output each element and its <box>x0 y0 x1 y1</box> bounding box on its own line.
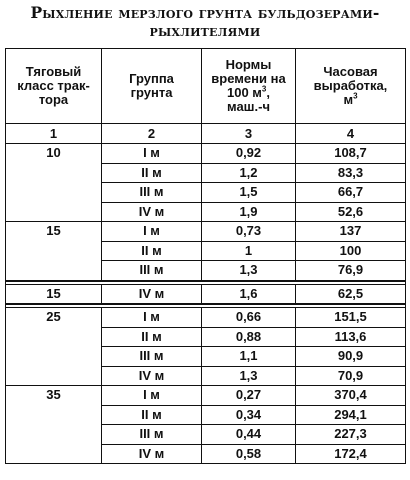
tractor-class-cell: 25 <box>6 308 102 386</box>
soil-group-cell: II м <box>102 405 202 425</box>
hourly-output-cell: 70,9 <box>296 366 406 386</box>
tractor-class-cell: 15 <box>6 222 102 281</box>
hourly-output-cell: 294,1 <box>296 405 406 425</box>
hourly-output-cell: 100 <box>296 241 406 261</box>
tractor-class-cell: 10 <box>6 144 102 222</box>
hourly-output-cell: 52,6 <box>296 202 406 222</box>
title-line-1: Рыхление мерзлого грунта бульдозерами- <box>30 3 380 22</box>
tractor-class-cell: 35 <box>6 386 102 464</box>
hourly-output-cell: 90,9 <box>296 347 406 367</box>
title-line-2: рыхлителями <box>149 21 261 40</box>
column-number: 2 <box>102 124 202 144</box>
time-norm-cell: 0,58 <box>202 444 296 464</box>
hourly-output-cell: 83,3 <box>296 163 406 183</box>
time-norm-cell: 0,34 <box>202 405 296 425</box>
time-norm-cell: 0,44 <box>202 425 296 445</box>
header-tractor-class: Тяговый класс трак- тора <box>6 49 102 124</box>
column-number-row <box>6 124 406 144</box>
norms-table <box>5 48 406 464</box>
time-norm-cell: 1,3 <box>202 261 296 281</box>
time-norm-cell: 0,73 <box>202 222 296 242</box>
hourly-output-cell: 137 <box>296 222 406 242</box>
time-norm-cell: 1,6 <box>202 284 296 304</box>
soil-group-cell: II м <box>102 327 202 347</box>
soil-group-cell: III м <box>102 261 202 281</box>
time-norm-cell: 0,88 <box>202 327 296 347</box>
soil-group-cell: II м <box>102 163 202 183</box>
time-norm-cell: 1,2 <box>202 163 296 183</box>
header-time-norm: Нормы времени на 100 $м^3$, маш.-ч <box>202 49 296 124</box>
soil-group-cell: III м <box>102 347 202 367</box>
soil-group-cell: II м <box>102 241 202 261</box>
time-norm-cell: 0,92 <box>202 144 296 164</box>
time-norm-cell: 1 <box>202 241 296 261</box>
hourly-output-cell: 151,5 <box>296 308 406 328</box>
soil-group-cell: I м <box>102 144 202 164</box>
soil-group-cell: III м <box>102 183 202 203</box>
table-row <box>6 144 406 164</box>
hourly-output-cell: 108,7 <box>296 144 406 164</box>
time-norm-cell: 0,66 <box>202 308 296 328</box>
header-soil-group: Группа грунта <box>102 49 202 124</box>
time-norm-cell: 1,9 <box>202 202 296 222</box>
soil-group-cell: IV м <box>102 366 202 386</box>
column-number: 1 <box>6 124 102 144</box>
hourly-output-cell: 113,6 <box>296 327 406 347</box>
time-norm-cell: 1,3 <box>202 366 296 386</box>
hourly-output-cell: 370,4 <box>296 386 406 406</box>
soil-group-cell: IV м <box>102 284 202 304</box>
hourly-output-cell: 66,7 <box>296 183 406 203</box>
table-row <box>6 308 406 328</box>
soil-group-cell: I м <box>102 386 202 406</box>
table-row <box>6 222 406 242</box>
header-hourly-output: Часовая выработка, $м^3$ <box>296 49 406 124</box>
soil-group-cell: IV м <box>102 202 202 222</box>
table-row <box>6 386 406 406</box>
hourly-output-cell: 227,3 <box>296 425 406 445</box>
soil-group-cell: IV м <box>102 444 202 464</box>
table-row <box>6 284 406 304</box>
hourly-output-cell: 76,9 <box>296 261 406 281</box>
time-norm-cell: 1,1 <box>202 347 296 367</box>
time-norm-cell: 0,27 <box>202 386 296 406</box>
time-norm-cell: 1,5 <box>202 183 296 203</box>
hourly-output-cell: 172,4 <box>296 444 406 464</box>
column-number: 3 <box>202 124 296 144</box>
soil-group-cell: III м <box>102 425 202 445</box>
column-number: 4 <box>296 124 406 144</box>
soil-group-cell: I м <box>102 308 202 328</box>
soil-group-cell: I м <box>102 222 202 242</box>
hourly-output-cell: 62,5 <box>296 284 406 304</box>
tractor-class-cell: 15 <box>6 284 102 304</box>
